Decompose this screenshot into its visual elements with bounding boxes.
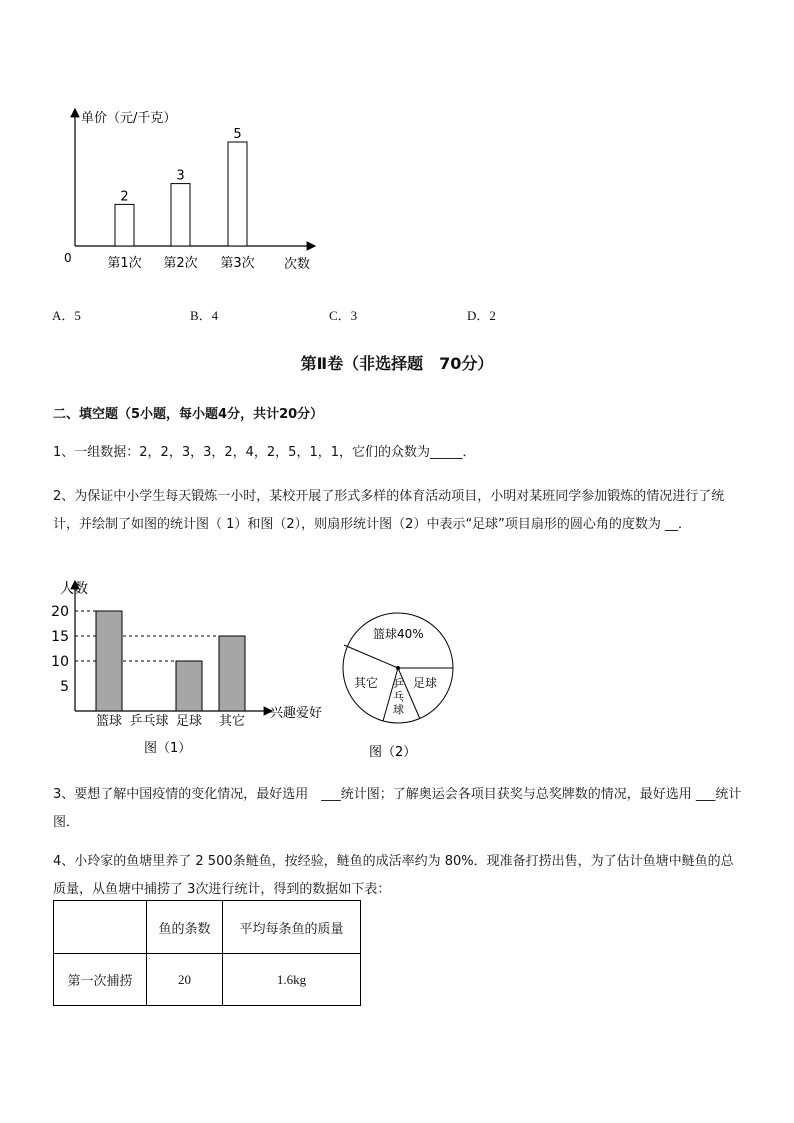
fig1-y-label: 人数: [60, 581, 88, 597]
fig1-bar-3: [176, 661, 202, 711]
figure2-pie-chart: [335, 605, 465, 765]
fig1-bar-1: [96, 611, 122, 711]
fish-table-header-count: 鱼的条数: [147, 901, 223, 954]
pie-label-pingpong-3: 球: [393, 703, 404, 716]
price-bar-3: [228, 142, 247, 246]
fig1-y-tick-15: 15: [51, 629, 69, 645]
price-bar-value-1: 2: [120, 189, 129, 205]
fish-table-cell-mass: 1.6kg: [223, 954, 361, 1006]
price-bar-value-3: 5: [233, 127, 242, 142]
price-bar-2: [171, 184, 190, 246]
fig1-y-tick-20: 20: [51, 604, 69, 620]
fig2-title: 图（2）: [369, 745, 417, 760]
fig1-category-4: 其它: [218, 714, 246, 729]
fish-table-cell-label: 第一次捕捞: [54, 954, 147, 1006]
fig1-y-tick-10: 10: [51, 654, 69, 670]
section2-heading: 二、填空题（5小题，每小题4分，共计20分）: [53, 407, 324, 422]
price-x-label: 次数: [284, 257, 311, 272]
option-b[interactable]: B．4: [190, 308, 219, 323]
table-row: [54, 954, 361, 1006]
option-c[interactable]: C．3: [329, 308, 358, 323]
pie-center: [396, 666, 400, 670]
fish-table-header-corner: [54, 901, 147, 954]
price-category-2: 第2次: [163, 256, 198, 271]
fig1-x-label: 兴趣爱好: [270, 706, 323, 721]
fig1-category-2: 乒乓球: [129, 714, 169, 729]
pie-label-other: 其它: [354, 676, 379, 690]
option-a[interactable]: A．5: [52, 308, 81, 323]
pie-label-football: 足球: [413, 676, 438, 690]
question-4: 4、小玲家的鱼塘里养了 2 500条鲢鱼，按经验，鲢鱼的成活率约为 80%．现准备打捞出售，为了估计鱼塘中鲢鱼的总质量，从鱼塘中捕捞了 3次进行统计，得到的数据如下表：: [53, 854, 734, 897]
fish-table-cell-count: 20: [147, 954, 223, 1006]
fig1-title: 图（1）: [144, 741, 192, 756]
price-y-label: 单价（元/千克）: [81, 111, 177, 126]
pie-label-pingpong-2: 乓: [393, 690, 404, 703]
pie-label-basketball: 篮球40%: [373, 627, 424, 641]
question-1: 1、一组数据：2，2，3，3，2，4，2，5，1，1，它们的众数为_____．: [53, 445, 476, 460]
figure1-bar-chart: [40, 575, 340, 765]
fig1-bar-4: [219, 636, 245, 711]
fig1-y-tick-5: 5: [60, 679, 69, 695]
price-bar-chart: [40, 95, 340, 285]
fig1-category-3: 足球: [175, 714, 203, 729]
price-bar-1: [115, 204, 134, 246]
price-bar-value-2: 3: [176, 168, 185, 184]
fig1-category-1: 篮球: [95, 714, 123, 729]
question-3: 3、要想了解中国疫情的变化情况，最好选用 ___统计图；了解奥运会各项目获奖与总奖牌数的情况，最好选用 ___统计图．: [53, 787, 742, 830]
fish-table: [53, 900, 361, 1006]
price-category-3: 第3次: [220, 256, 255, 271]
pie-label-pingpong-1: 乒: [393, 677, 404, 690]
option-d[interactable]: D．2: [467, 308, 496, 323]
price-category-1: 第1次: [107, 256, 142, 271]
fish-table-header-row: [54, 901, 361, 954]
price-origin-label: 0: [64, 251, 72, 265]
fish-table-header-mass: 平均每条鱼的质量: [223, 901, 361, 954]
question-2: 2、为保证中小学生每天锻炼一小时，某校开展了形式多样的体育活动项目，小明对某班同学参加锻炼的情况进行了统计，并绘制了如图的统计图（ 1）和图（2），则扇形统计图（2）中表示“足球”项目扇形的圆心角的度数为 __．: [53, 489, 725, 532]
part2-title: 第Ⅱ卷（非选择题 70分）: [300, 354, 494, 373]
